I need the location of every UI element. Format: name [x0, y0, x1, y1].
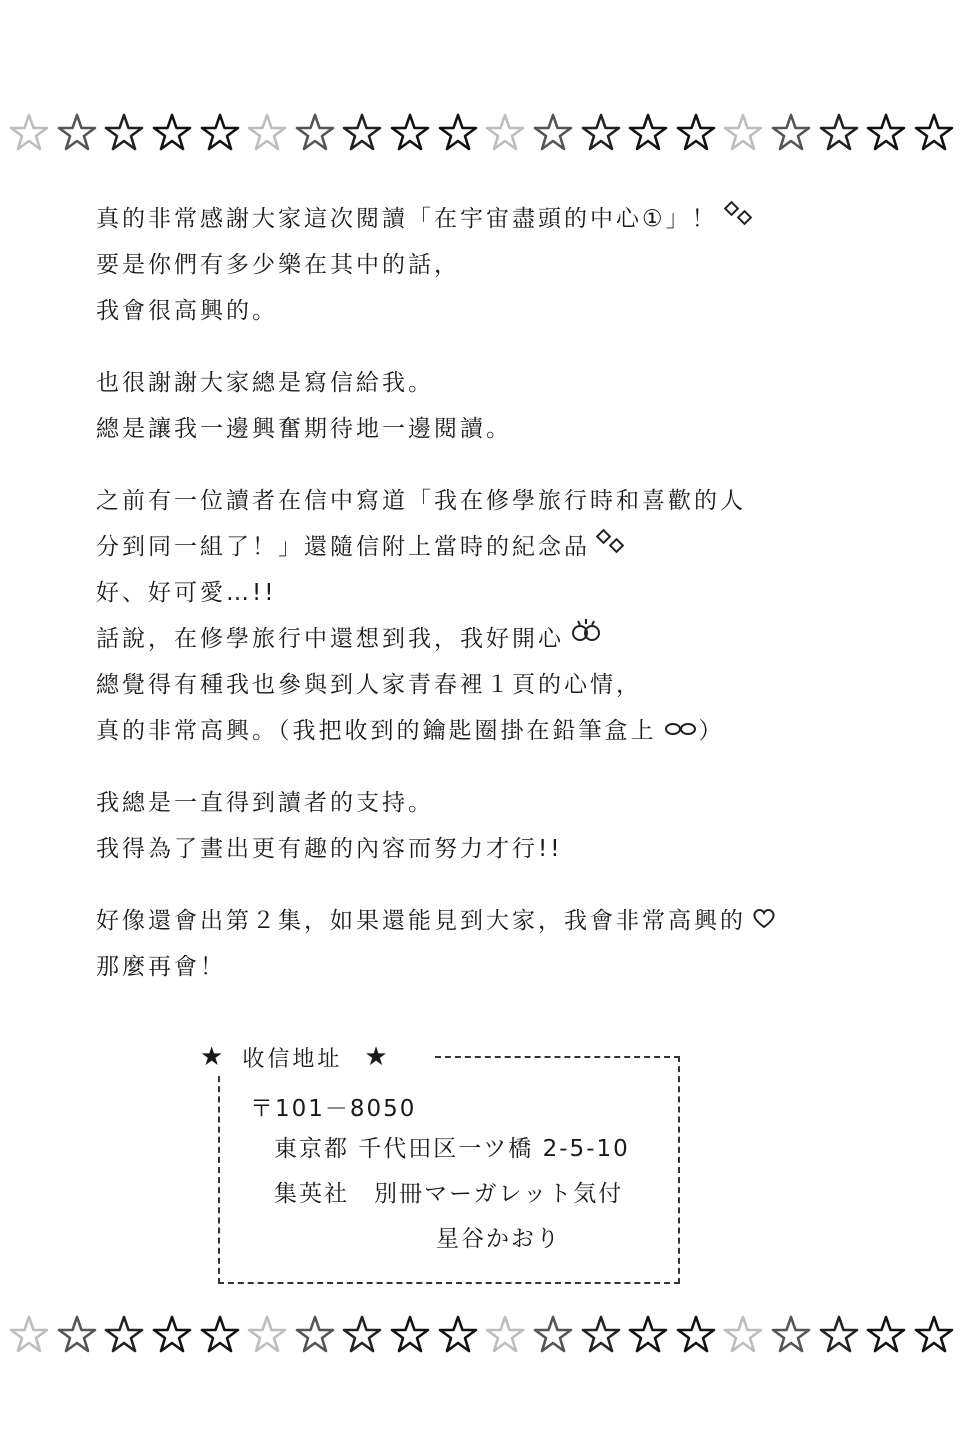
text-line: 也很謝謝大家總是寫信給我。 [96, 370, 434, 396]
star-icon [865, 1314, 907, 1356]
star-icon [437, 1314, 479, 1356]
star-icon [294, 1314, 336, 1356]
paragraph-5 [96, 898, 876, 990]
star-icon [389, 112, 431, 154]
star-icon [580, 1314, 622, 1356]
text-line: 我得為了畫出更有趣的內容而努力才行!! [96, 836, 563, 862]
paragraph-1 [96, 196, 876, 334]
star-icon: ★ [364, 1042, 391, 1072]
star-icon [913, 112, 955, 154]
sparkle-icon [724, 197, 754, 243]
text-line: 我會很高興的。 [96, 298, 278, 324]
star-icon [865, 112, 907, 154]
star-icon [246, 112, 288, 154]
star-icon: ★ [200, 1042, 227, 1072]
text-line: 話說，在修學旅行中還想到我，我好開心 [96, 616, 876, 662]
star-icon [770, 1314, 812, 1356]
star-icon [722, 1314, 764, 1356]
star-icon [294, 112, 336, 154]
star-icon [627, 1314, 669, 1356]
text-line: 好像還會出第２集，如果還能見到大家，我會非常高興的 [96, 898, 876, 944]
text-line: 總是讓我一邊興奮期待地一邊閱讀。 [96, 416, 512, 442]
star-icon [818, 1314, 860, 1356]
star-icon [484, 112, 526, 154]
star-icon [246, 1314, 288, 1356]
text-line: 之前有一位讀者在信中寫道「我在修學旅行時和喜歡的人 [96, 488, 746, 514]
heart-icon [752, 899, 776, 945]
star-icon [341, 1314, 383, 1356]
star-icon [675, 112, 717, 154]
top-star-border [0, 108, 963, 158]
star-icon [818, 112, 860, 154]
text-line: 總覺得有種我也參與到人家青春裡１頁的心情， [96, 672, 642, 698]
star-icon [8, 1314, 50, 1356]
star-icon [532, 112, 574, 154]
author-name: 星谷かおり [436, 1226, 561, 1252]
star-icon [913, 1314, 955, 1356]
text-line: 那麼再會！ [96, 954, 226, 980]
address-header [200, 1040, 391, 1074]
star-icon [770, 112, 812, 154]
address-line-2: 集英社 別冊マーガレット気付 [274, 1181, 624, 1207]
star-icon [675, 1314, 717, 1356]
text-line: 好、好可愛…!! [96, 580, 277, 606]
star-icon [8, 112, 50, 154]
dashed-frame-top [435, 1056, 680, 1058]
keychain-doodle-icon [663, 709, 699, 755]
text-line: 真的非常高興。（我把收到的鑰匙圈掛在鉛筆盒上 ） [96, 708, 876, 754]
text-line: 要是你們有多少樂在其中的話， [96, 252, 460, 278]
star-icon [532, 1314, 574, 1356]
star-icon [151, 112, 193, 154]
star-icon [627, 112, 669, 154]
address-header-label: 收信地址 [242, 1046, 343, 1072]
star-icon [341, 112, 383, 154]
star-icon [437, 112, 479, 154]
star-icon [151, 1314, 193, 1356]
star-icon [199, 1314, 241, 1356]
star-icon [199, 112, 241, 154]
happy-face-icon [570, 617, 602, 663]
mailing-address-box [200, 1040, 700, 1300]
star-icon [56, 112, 98, 154]
star-icon [484, 1314, 526, 1356]
star-icon [580, 112, 622, 154]
star-icon [389, 1314, 431, 1356]
text-line: 我總是一直得到讀者的支持。 [96, 790, 434, 816]
star-icon [103, 1314, 145, 1356]
star-icon [722, 112, 764, 154]
sparkle-icon [596, 525, 626, 571]
afterword-letter [96, 196, 876, 1016]
bottom-star-border [0, 1310, 963, 1360]
star-icon [103, 112, 145, 154]
paragraph-3 [96, 478, 876, 754]
paragraph-4 [96, 780, 876, 872]
postal-code: 〒101－8050 [250, 1096, 417, 1122]
text-line: 分到同一組了！」還隨信附上當時的紀念品 [96, 524, 876, 570]
paragraph-2 [96, 360, 876, 452]
star-icon [56, 1314, 98, 1356]
text-line: 真的非常感謝大家這次閱讀「在宇宙盡頭的中心①」！ [96, 196, 876, 242]
address-line-1: 東京都 千代田区一ツ橋 2-5-10 [274, 1136, 630, 1162]
